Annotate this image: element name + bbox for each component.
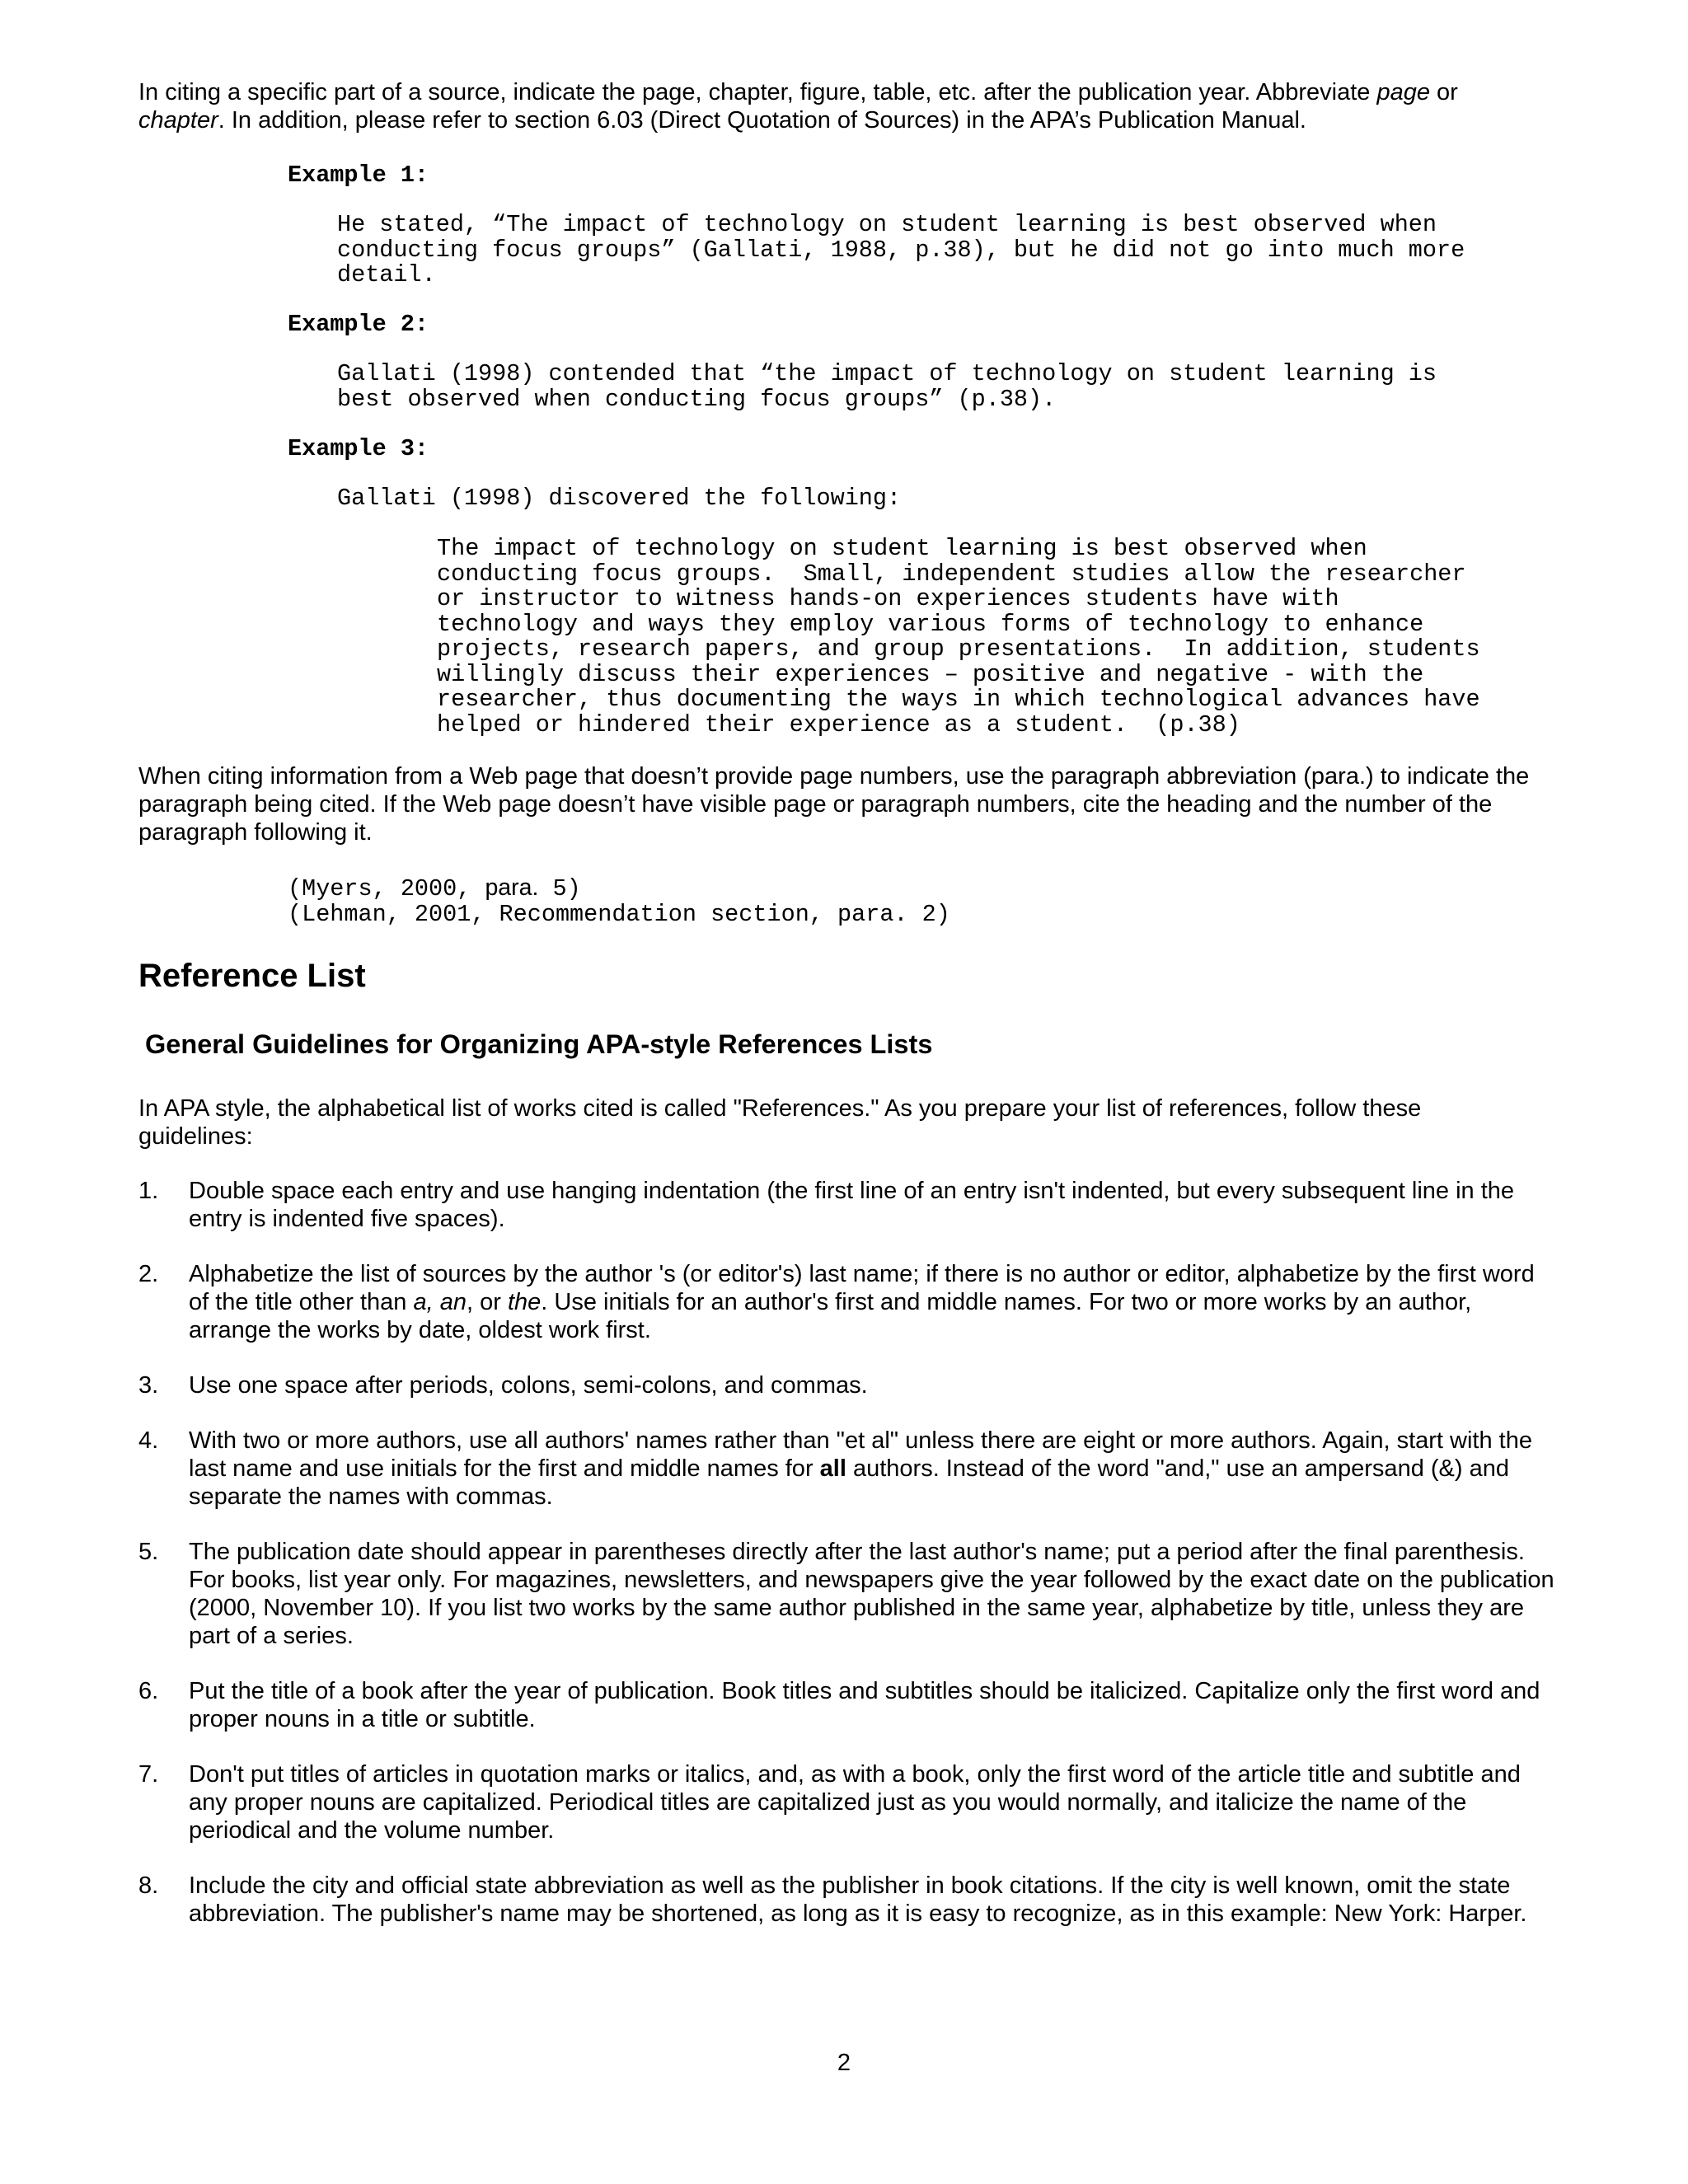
list-number: 8. xyxy=(138,1872,159,1899)
example-2-text xyxy=(337,362,1437,412)
list-text: With two or more authors, use all authors' names rather than "et al" unless there are eight or more authors. Again, start with the last name and use initials for the first and middle names for xyxy=(189,1427,1532,1482)
block-quote-line: technology and ways they employ various forms of technology to enhance xyxy=(437,610,1424,638)
list-number: 4. xyxy=(138,1427,159,1454)
list-text: Double space each entry and use hanging indentation (the first line of an entry isn't indented, but every subsequent line in the entry is indented five spaces). xyxy=(189,1178,1515,1232)
example-1-line: detail. xyxy=(337,261,436,288)
list-item xyxy=(138,1371,1556,1399)
citation-myers-suffix: 5) xyxy=(538,875,581,902)
intro-text-1: In citing a specific part of a source, indicate the page, chapter, figure, table, etc. after the publication year. Abbreviate xyxy=(138,79,1377,105)
list-italic-text: the xyxy=(507,1289,542,1315)
section-title: Reference List xyxy=(138,958,366,994)
list-text: The publication date should appear in parentheses directly after the last author's name; put a period after the final parenthesis. For books, list year only. For magazines, newsletters, and newspapers give the year followed by the exact date on the publication (2000, November 10). If you list two works by the same author published in the same year, alphabetize by title, unless they are part of a series. xyxy=(189,1539,1554,1649)
list-item xyxy=(138,1260,1556,1344)
list-bold-text: all xyxy=(819,1455,846,1482)
block-quote-line: The impact of technology on student learning is best observed when xyxy=(437,535,1367,562)
list-number: 6. xyxy=(138,1678,159,1704)
list-text: Use one space after periods, colons, semi-colons, and commas. xyxy=(189,1372,868,1399)
example-1-text xyxy=(337,213,1465,288)
guidelines-list xyxy=(138,1177,1556,1955)
block-quote-line: willingly discuss their experiences – positive and negative - with the xyxy=(437,660,1424,688)
intro-italic-chapter: chapter xyxy=(138,107,218,134)
list-number: 2. xyxy=(138,1261,159,1287)
list-text: Include the city and official state abbreviation as well as the publisher in book citations. If the city is well known, omit the state abbreviation. The publisher's name may be shortened, as long as it is easy to recognize, as in this example: New York: Harper. xyxy=(189,1872,1527,1927)
list-item xyxy=(138,1427,1556,1511)
intro-text-3: . In addition, please refer to section 6.03 (Direct Quotation of Sources) in the APA’s Publication Manual. xyxy=(218,107,1306,134)
list-number: 7. xyxy=(138,1761,159,1788)
block-quote xyxy=(437,537,1480,738)
list-item xyxy=(138,1872,1556,1928)
list-item xyxy=(138,1677,1556,1733)
list-text: authors. Instead of the word "and," use an ampersand (&) and separate the names with commas. xyxy=(189,1455,1509,1510)
example-1-line: He stated, “The impact of technology on student learning is best observed when xyxy=(337,211,1437,238)
list-italic-text: a, an xyxy=(413,1289,467,1315)
block-quote-line: helped or hindered their experience as a student. (p.38) xyxy=(437,710,1240,738)
list-item xyxy=(138,1760,1556,1844)
example-1-line: conducting focus groups” (Gallati, 1988, p.38), but he did not go into much more xyxy=(337,236,1465,264)
list-text: Alphabetize the list of sources by the author 's (or editor's) last name; if there is no author or editor, alphabetize by the first word of the title other than xyxy=(189,1261,1535,1315)
example-2-line: best observed when conducting focus groups” (p.38). xyxy=(337,385,1057,413)
citation-myers xyxy=(288,875,950,902)
web-page-paragraph: When citing information from a Web page that doesn’t provide page numbers, use the paragraph abbreviation (para.) to indicate the paragraph being cited. If the Web page doesn’t have visible page or paragraph numbers, cite the heading and the number of the paragraph following it. xyxy=(138,763,1530,846)
block-quote-line: conducting focus groups. Small, independent studies allow the researcher xyxy=(437,560,1466,588)
example-2-label: Example 2: xyxy=(288,311,429,338)
list-text: , or xyxy=(466,1289,508,1315)
example-1-label: Example 1: xyxy=(288,162,429,189)
list-number: 3. xyxy=(138,1372,159,1399)
list-item xyxy=(138,1538,1556,1650)
intro-text-2: or xyxy=(1429,79,1458,105)
page-number: 2 xyxy=(837,2050,851,2076)
intro-italic-page: page xyxy=(1376,79,1430,105)
list-text: . Use initials for an author's first and middle names. For two or more works by an author, arrange the works by date, oldest work first. xyxy=(189,1289,1472,1343)
list-item xyxy=(138,1177,1556,1233)
citation-lehman: (Lehman, 2001, Recommendation section, para. 2) xyxy=(288,900,950,928)
list-text: Don't put titles of articles in quotation marks or italics, and, as with a book, only the first word of the article title and subtitle and any proper nouns are capitalized. Periodical titles are capitalized just as you would normally, and italicize the name of the periodical and the volume number. xyxy=(189,1761,1521,1844)
list-number: 1. xyxy=(138,1178,159,1204)
list-text: Put the title of a book after the year of publication. Book titles and subtitles should be italicized. Capitalize only the first word and proper nouns in a title or subtitle. xyxy=(189,1678,1540,1732)
block-quote-line: or instructor to witness hands-on experiences students have with xyxy=(437,585,1339,612)
web-citations xyxy=(288,875,950,927)
example-3-label: Example 3: xyxy=(288,435,429,462)
citation-myers-prefix: (Myers, 2000, xyxy=(288,875,485,902)
intro-paragraph xyxy=(138,78,1540,134)
example-3-text: Gallati (1998) discovered the following: xyxy=(337,485,902,512)
subsection-title: General Guidelines for Organizing APA-style References Lists xyxy=(145,1029,933,1059)
guidelines-intro: In APA style, the alphabetical list of works cited is called "References." As you prepare your list of references, follow these guidelines: xyxy=(138,1095,1422,1150)
block-quote-line: researcher, thus documenting the ways in which technological advances have xyxy=(437,686,1480,713)
block-quote-line: projects, research papers, and group presentations. In addition, students xyxy=(437,635,1480,663)
example-2-line: Gallati (1998) contended that “the impact of technology on student learning is xyxy=(337,360,1437,387)
list-number: 5. xyxy=(138,1539,159,1565)
citation-myers-para: para. xyxy=(485,874,539,901)
